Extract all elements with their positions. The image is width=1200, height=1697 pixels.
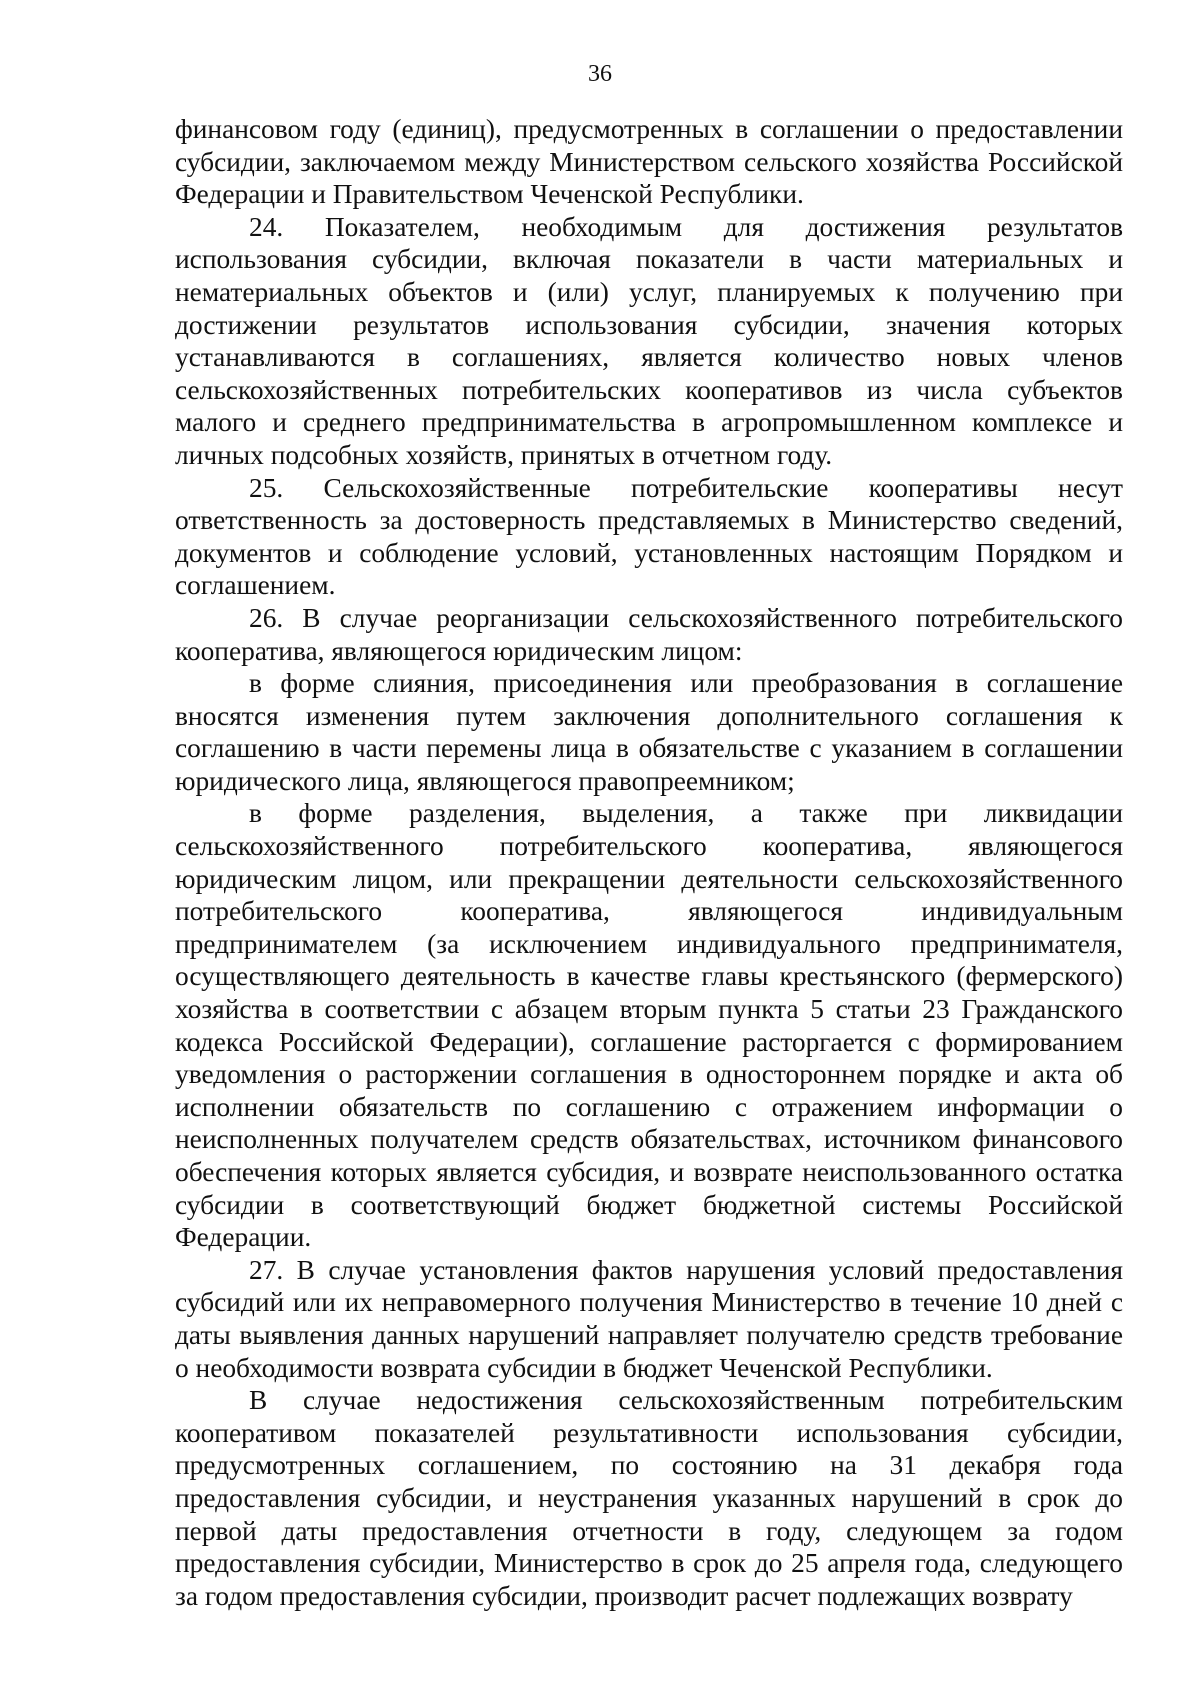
document-body	[175, 113, 1123, 1612]
paragraph-25: 25. Сельскохозяйственные потребительские кооперативы несут ответственность за достоверность представляемых в Министерство сведений, документов и соблюдение условий, установленных настоящим Порядком и соглашением.	[175, 472, 1123, 601]
paragraph-27-failure: В случае недостижения сельскохозяйственным потребительским кооперативом показателей результативности использования субсидии, предусмотренных соглашением, по состоянию на 31 декабря года предоставления субсидии, и неустранения указанных нарушений в срок до первой даты предоставления отчетности в году, следующем за годом предоставления субсидии, Министерство в срок до 25 апреля года, следующего за годом предоставления субсидии, производит расчет подлежащих возврату	[175, 1385, 1123, 1611]
paragraph: финансовом году (единиц), предусмотренных в соглашении о предоставлении субсидии, заключаемом между Министерством сельского хозяйства Российской Федерации и Правительством Чеченской Республики.	[175, 114, 1123, 210]
paragraph-24: 24. Показателем, необходимым для достижения результатов использования субсидии, включая показатели в части материальных и нематериальных объектов и (или) услуг, планируемых к получению при достижении результатов использования субсидии, значения которых устанавливаются в соглашениях, является количество новых членов сельскохозяйственных потребительских кооперативов из числа субъектов малого и среднего предпринимательства в агропромышленном комплексе и личных подсобных хозяйств, принятых в отчетном году.	[175, 211, 1123, 470]
paragraph-26-division: в форме разделения, выделения, а также при ликвидации сельскохозяйственного потребительского кооператива, являющегося юридическим лицом, или прекращении деятельности сельскохозяйственного потребительского кооператива, являющегося индивидуальным предпринимателем (за исключением индивидуального предпринимателя, осуществляющего деятельность в качестве главы крестьянского (фермерского) хозяйства в соответствии с абзацем вторым пункта 5 статьи 23 Гражданского кодекса Российской Федерации), соглашение расторгается с формированием уведомления о расторжении соглашения в одностороннем порядке и акта об исполнении обязательств по соглашению с отражением информации о неисполненных получателем средств обязательствах, источником финансового обеспечения которых является субсидия, и возврате неиспользованного остатка субсидии в соответствующий бюджет бюджетной системы Российской Федерации.	[175, 798, 1123, 1253]
paragraph-26: 26. В случае реорганизации сельскохозяйственного потребительского кооператива, являющегося юридическим лицом:	[175, 602, 1123, 666]
paragraph-26-merger: в форме слияния, присоединения или преобразования в соглашение вносятся изменения путем заключения дополнительного соглашения к соглашению в части перемены лица в обязательстве с указанием в соглашении юридического лица, являющегося правопреемником;	[175, 668, 1123, 796]
page-number: 36	[588, 61, 612, 87]
paragraph-27: 27. В случае установления фактов нарушения условий предоставления субсидий или их неправомерного получения Министерство в течение 10 дней с даты выявления данных нарушений направляет получателю средств требование о необходимости возврата субсидии в бюджет Чеченской Республики.	[175, 1254, 1123, 1383]
